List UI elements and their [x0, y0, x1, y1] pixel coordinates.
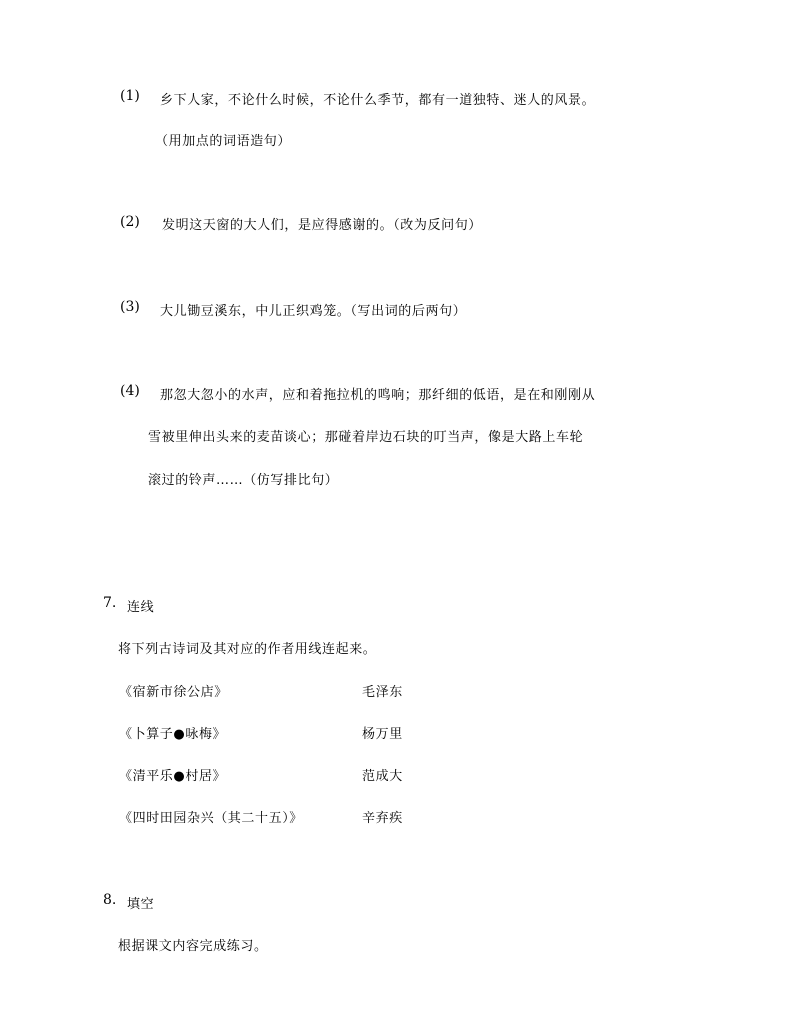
- section-title: 填空: [127, 897, 155, 912]
- author-name[interactable]: 范成大: [362, 769, 403, 784]
- poem-title[interactable]: 《宿新市徐公店》: [119, 685, 228, 700]
- question-text: 发明这天窗的大人们，是应得感谢的。（改为反问句）: [162, 218, 482, 233]
- author-name[interactable]: 辛弃疾: [362, 811, 403, 826]
- question-text: 乡下人家，不论什么时候，不论什么季节，都有一道独特、迷人的风景。: [160, 93, 596, 108]
- author-name[interactable]: 杨万里: [362, 727, 403, 742]
- question-text: 大儿锄豆溪东，中儿正织鸡笼。（写出词的后两句）: [160, 304, 467, 319]
- author-name[interactable]: 毛泽东: [362, 685, 403, 700]
- section-instruction: 将下列古诗词及其对应的作者用线连起来。: [118, 642, 377, 657]
- question-number: (3): [120, 299, 140, 315]
- question-number: (4): [120, 383, 140, 399]
- section-number: 7.: [103, 595, 117, 611]
- question-instruction: （用加点的词语造句）: [155, 134, 292, 149]
- question-text: 那忽大忽小的水声，应和着拖拉机的鸣响；那纤细的低语，是在和刚刚从: [160, 388, 596, 403]
- question-number: (1): [120, 88, 140, 104]
- section-number: 8.: [103, 892, 117, 908]
- question-text: 雪被里伸出头来的麦苗谈心；那碰着岸边石块的叮当声，像是大路上车轮: [148, 430, 584, 445]
- section-instruction: 根据课文内容完成练习。: [118, 939, 268, 954]
- question-number: (2): [120, 214, 140, 230]
- poem-title[interactable]: 《清平乐●村居》: [119, 769, 227, 784]
- section-title: 连线: [127, 600, 155, 615]
- poem-title[interactable]: 《卜算子●咏梅》: [119, 727, 227, 742]
- poem-title[interactable]: 《四时田园杂兴（其二十五）》: [119, 811, 303, 826]
- question-text: 滚过的铃声……（仿写排比句）: [148, 473, 339, 488]
